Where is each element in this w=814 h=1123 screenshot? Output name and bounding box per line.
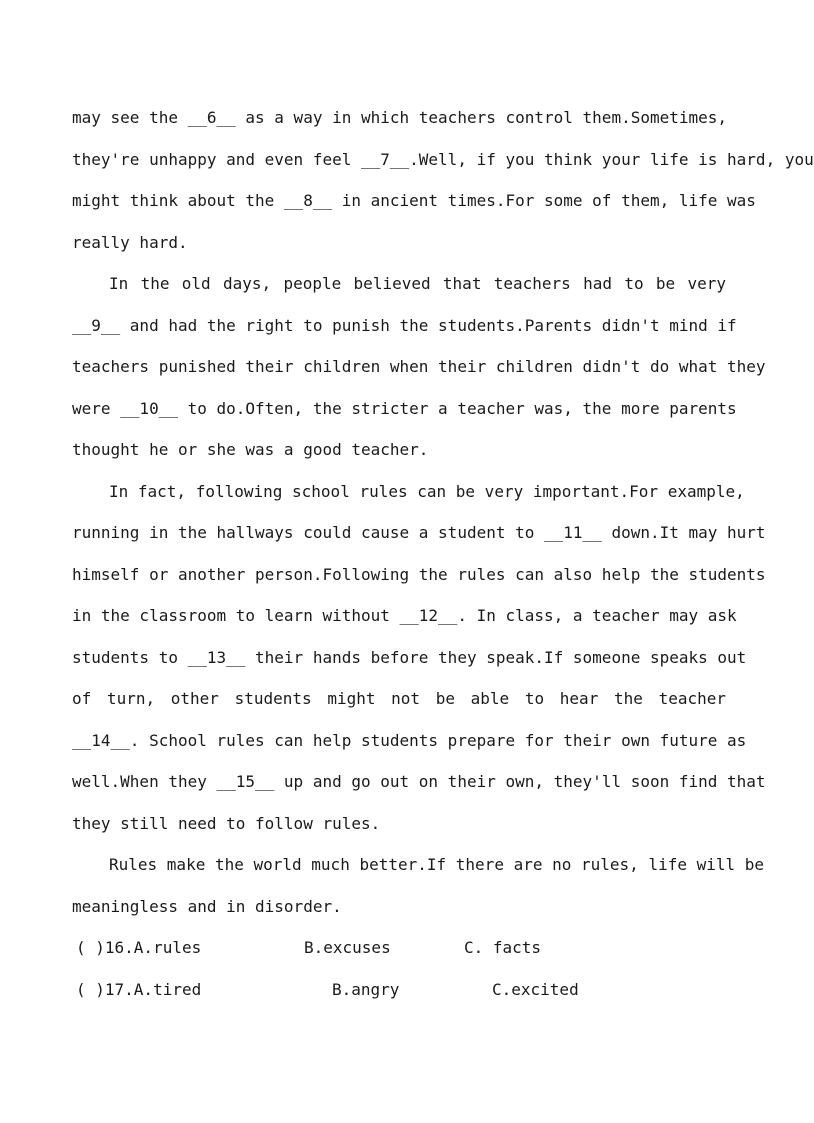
text-line: __9__ and had the right to punish the students.Parents didn't mind if: [72, 315, 737, 335]
text-line: really hard.: [72, 232, 188, 252]
text-line: they still need to follow rules.: [72, 813, 381, 833]
text-line: teachers punished their children when their children didn't do what they: [72, 357, 766, 376]
text-line: In the old days, people believed that teachers had to be very: [109, 274, 726, 293]
text-line: might think about the __8__ in ancient times.For some of them, life was: [72, 191, 756, 210]
text-line: they're unhappy and even feel __7__.Well, if you think your life is hard, you: [72, 149, 814, 169]
text-line: thought he or she was a good teacher.: [72, 440, 429, 459]
passage: [72, 97, 814, 1010]
option-c: C.excited: [492, 979, 579, 999]
text-line: students to __13__ their hands before they speak.If someone speaks out: [72, 647, 747, 667]
option-b: B.excuses: [304, 938, 391, 957]
text-line: meaningless and in disorder.: [72, 896, 342, 916]
text-line: running in the hallways could cause a student to __11__ down.It may hurt: [72, 523, 766, 542]
question-number: ( )17.A.tired: [76, 979, 202, 999]
text-line: of turn, other students might not be able to hear the teacher: [72, 689, 726, 708]
option-b: B.angry: [332, 979, 400, 999]
text-line: __14__. School rules can help students prepare for their own future as: [72, 730, 747, 750]
question-17: [72, 969, 726, 1011]
question-16: [72, 927, 726, 969]
text-line: Rules make the world much better.If there are no rules, life will be: [109, 855, 765, 874]
text-line: well.When they __15__ up and go out on their own, they'll soon find that: [72, 772, 766, 791]
text-line: in the classroom to learn without __12__. In class, a teacher may ask: [72, 606, 737, 625]
question-number: ( )16.A.rules: [76, 938, 202, 957]
text-line: were __10__ to do.Often, the stricter a teacher was, the more parents: [72, 398, 737, 418]
text-line: In fact, following school rules can be very important.For example,: [109, 481, 745, 501]
text-line: himself or another person.Following the rules can also help the students: [72, 564, 766, 584]
option-c: C. facts: [464, 938, 542, 957]
text-line: may see the __6__ as a way in which teachers control them.Sometimes,: [72, 108, 728, 127]
